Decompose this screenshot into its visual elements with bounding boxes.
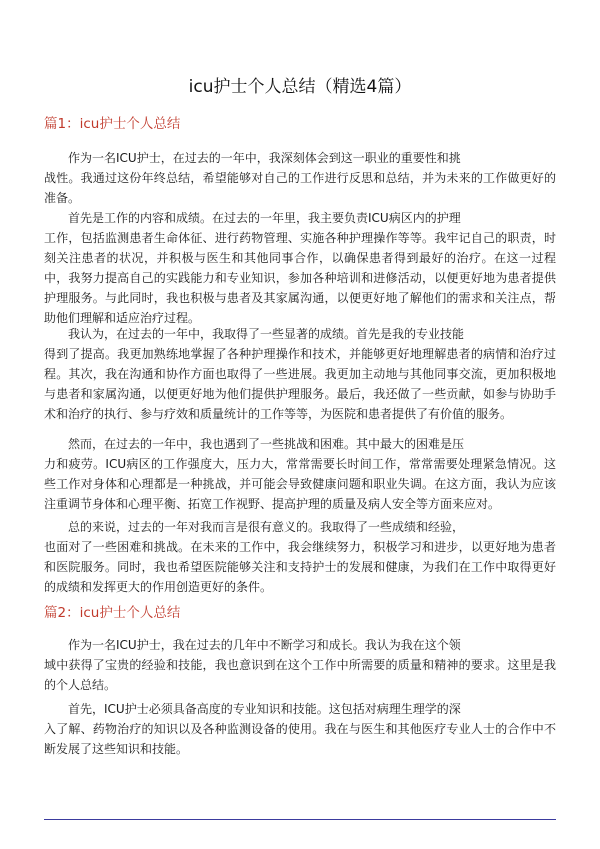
paragraph-body: 战性。我通过这份年终总结，希望能够对自己的工作进行反思和总结，并为未来的工作做更好的准备。 [44,171,556,205]
paragraph-body: 入了解、药物治疗的知识以及各种监测设备的使用。我在与医生和其他医疗专业人士的合作中不断发展了这些知识和技能。 [44,722,556,756]
paragraph-body: 得到了提高。我更加熟练地掌握了各种护理操作和技术，并能够更好地理解患者的病情和治疗过程。其次，我在沟通和协作方面也取得了一些进展。我更加主动地与其他同事交流，更加积极地与患者和家属沟通，以便更好地为他们提供护理服务。最后，我还做了一些贡献，如参与协助手术和治疗的执行、参与疗效和质量统计的工作等等，为医院和患者提供了有价值的服务。 [44,347,556,421]
section-heading-1: 篇1：icu护士个人总结 [44,116,181,132]
paragraph-first-line: 首先是工作的内容和成绩。在过去的一年里，我主要负责ICU病区内的护理 [68,211,461,225]
section-heading-2: 篇2：icu护士个人总结 [44,605,181,621]
paragraph [44,635,556,695]
paragraph-first-line: 然而，在过去的一年中，我也遇到了一些挑战和困难。其中最大的困难是压 [68,437,465,451]
paragraph [44,324,556,424]
paragraph [44,699,556,759]
paragraph-first-line: 作为一名ICU护士，在过去的一年中，我深刻体会到这一职业的重要性和挑 [68,151,461,165]
paragraph-first-line: 作为一名ICU护士，我在过去的几年中不断学习和成长。我认为我在这个领 [68,638,461,652]
paragraph-first-line: 我认为，在过去的一年中，我取得了一些显著的成绩。首先是我的专业技能 [68,327,465,341]
paragraph-body: 也面对了一些困难和挑战。在未来的工作中，我会继续努力，积极学习和进步，以更好地为患者和医院服务。同时，我也希望医院能够关注和支持护士的发展和健康，为我们在工作中取得更好的成绩和发挥更大的作用创造更好的条件。 [44,540,556,594]
paragraph [44,148,556,208]
paragraph [44,517,556,597]
document-title: icu护士个人总结（精选4篇） [188,77,412,97]
footer-divider [44,819,556,820]
paragraph-body: 域中获得了宝贵的经验和技能，我也意识到在这个工作中所需要的质量和精神的要求。这里是我的个人总结。 [44,658,556,692]
paragraph [44,208,556,328]
paragraph-body: 力和疲劳。ICU病区的工作强度大，压力大，常常需要长时间工作，常常需要处理紧急情况。这些工作对身体和心理都是一种挑战，并可能会导致健康问题和职业失调。在这方面，我认为应该注重调节身体和心理平衡、拓宽工作视野、提高护理的质量及病人安全等方面来应对。 [44,457,556,511]
paragraph-first-line: 总的来说，过去的一年对我而言是很有意义的。我取得了一些成绩和经验， [68,520,465,534]
paragraph-first-line: 首先，ICU护士必须具备高度的专业知识和技能。这包括对病理生理学的深 [68,702,461,716]
paragraph-body: 工作，包括监测患者生命体征、进行药物管理、实施各种护理操作等等。我牢记自己的职责，时刻关注患者的状况，并积极与医生和其他同事合作，以确保患者得到最好的治疗。在这一过程中，我努力提高自己的实践能力和专业知识，参加各种培训和进修活动，以便更好地为患者提供护理服务。与此同时，我也积极与患者及其家属沟通，以便更好地了解他们的需求和关注点，帮助他们理解和适应治疗过程。 [44,231,556,325]
paragraph [44,434,556,514]
